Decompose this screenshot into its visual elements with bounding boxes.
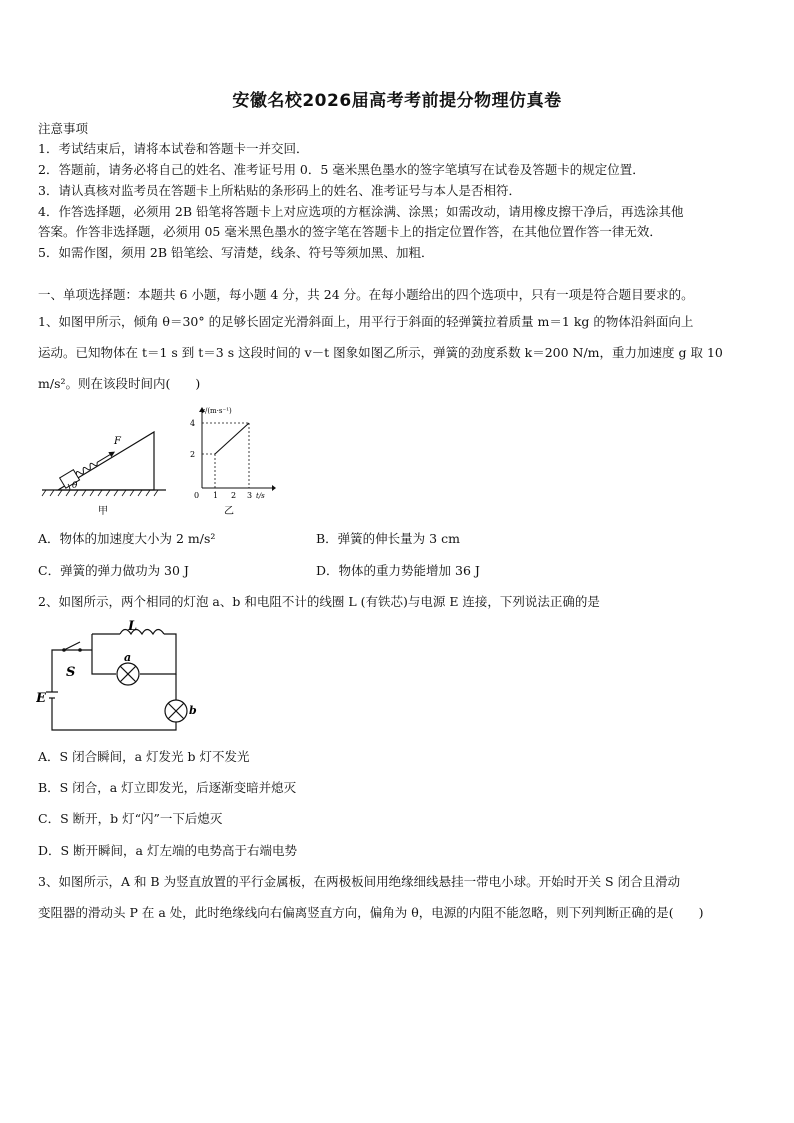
q1-stem-line-1: 1、如图甲所示，倾角 θ＝30° 的足够长固定光滑斜面上，用平行于斜面的轻弹簧拉着质量 m＝1 kg 的物体沿斜面向上	[38, 314, 694, 329]
t-axis-label: t/s	[256, 492, 265, 500]
notice-item-3: 3．请认真核对监考员在答题卡上所粘贴的条形码上的姓名、准考证号与本人是否相符．	[38, 183, 521, 198]
switch-label: S	[66, 665, 76, 680]
notice-heading: 注意事项	[38, 121, 89, 136]
notice-item-4: 4．作答选择题，必须用 2B 铅笔将答题卡上对应选项的方框涂满、涂黑；如需改动，请用橡皮擦干净后，再选涂其他	[38, 204, 684, 219]
figure-yi-label: 乙	[224, 506, 234, 517]
figure-jia-label: 甲	[98, 506, 108, 517]
x-tick-1: 1	[213, 491, 219, 500]
q2-option-d: D．S 断开瞬间，a 灯左端的电势高于右端电势	[38, 843, 297, 858]
x-tick-2: 2	[231, 491, 237, 500]
q1-figure-incline	[38, 410, 170, 520]
notice-item-1: 1．考试结束后，请将本试卷和答题卡一并交回．	[38, 141, 309, 156]
q2-circuit-figure	[36, 616, 206, 736]
coil-label: L	[128, 619, 138, 634]
angle-label: θ	[72, 481, 78, 491]
lamp-a-label: a	[124, 651, 132, 664]
lamp-b-label: b	[189, 704, 197, 717]
q1-figure-vt-graph	[188, 404, 276, 518]
exam-title: 安徽名校2026届高考考前提分物理仿真卷	[232, 91, 562, 111]
q1-stem-line-3: m/s²。则在该段时间内( )	[38, 376, 201, 391]
q2-option-b: B．S 闭合，a 灯立即发光，后逐渐变暗并熄灭	[38, 780, 297, 795]
force-label: F	[114, 436, 121, 447]
section-heading: 一、单项选择题：本题共 6 小题，每小题 4 分，共 24 分。在每小题给出的四个选项中，只有一项是符合题目要求的。	[38, 287, 694, 302]
q1-stem-line-2: 运动。已知物体在 t＝1 s 到 t＝3 s 这段时间的 v－t 图象如图乙所示，弹簧的劲度系数 k＝200 N/m，重力加速度 g 取 10	[38, 345, 723, 360]
q3-stem-line-1: 3、如图所示，A 和 B 为竖直放置的平行金属板，在两极板间用绝缘细线悬挂一带电小球。开始时开关 S 闭合且滑动	[38, 874, 681, 889]
q2-option-a: A．S 闭合瞬间，a 灯发光 b 灯不发光	[38, 749, 250, 764]
q2-option-c: C．S 断开，b 灯“闪”一下后熄灭	[38, 811, 223, 826]
source-label: E	[36, 691, 46, 706]
q1-option-c: C．弹簧的弹力做功为 30 J	[38, 563, 189, 578]
q1-option-b: B．弹簧的伸长量为 3 cm	[316, 531, 460, 546]
notice-item-4-cont: 答案。作答非选择题，必须用 05 毫米黑色墨水的签字笔在答题卡上的指定位置作答，在其他位置作答一律无效．	[38, 224, 662, 239]
y-tick-2: 2	[190, 450, 196, 459]
y-tick-4: 4	[190, 419, 196, 428]
x-tick-3: 3	[247, 491, 253, 500]
q3-stem-line-2: 变阻器的滑动头 P 在 a 处，此时绝缘线向右偏离竖直方向，偏角为 θ，电源的内阻不能忽略，则下列判断正确的是( )	[38, 905, 704, 920]
q2-stem: 2、如图所示，两个相同的灯泡 a、b 和电阻不计的线圈 L (有铁芯)与电源 E 连接，下列说法正确的是	[38, 594, 600, 609]
notice-item-2: 2．答题前，请务必将自己的姓名、准考证号用 0．5 毫米黑色墨水的签字笔填写在试卷及答题卡的规定位置．	[38, 162, 645, 177]
q1-option-a: A．物体的加速度大小为 2 m/s²	[38, 531, 216, 546]
notice-item-5: 5．如需作图，须用 2B 铅笔绘、写清楚，线条、符号等须加黑、加粗．	[38, 245, 434, 260]
origin-label: 0	[194, 491, 200, 500]
q1-option-d: D．物体的重力势能增加 36 J	[316, 563, 480, 578]
v-axis-label: v/(m·s⁻¹)	[201, 407, 232, 415]
